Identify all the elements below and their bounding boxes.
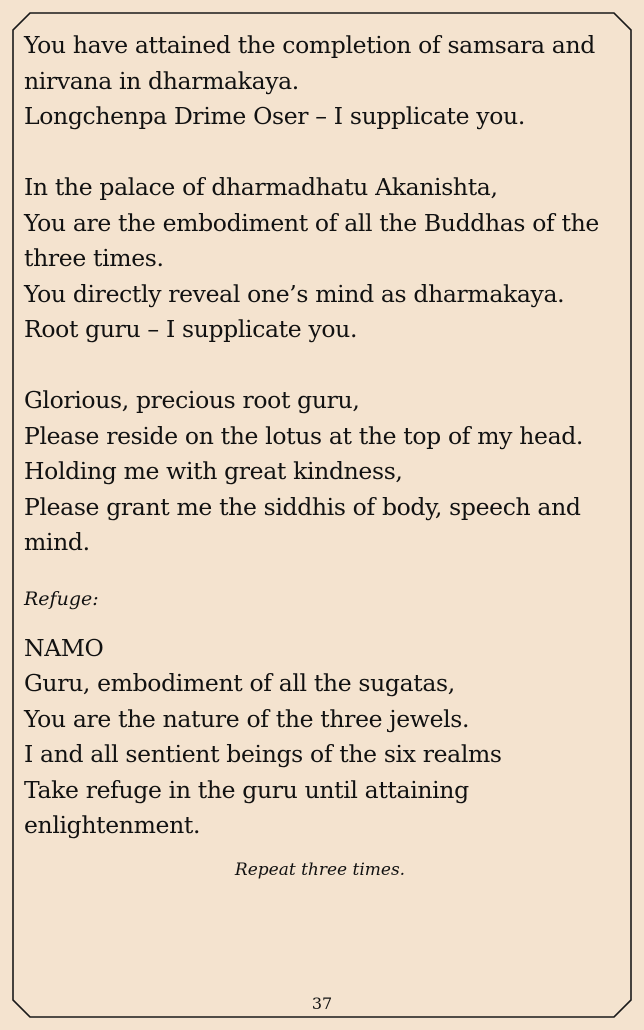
verse-line: NAMO: [24, 633, 104, 662]
verse-line: three times.: [24, 244, 164, 272]
refuge-label: Refuge:: [24, 587, 99, 610]
page-number: 37: [311, 994, 333, 1013]
stanza-3: [24, 383, 628, 561]
verse-line: Root guru – I supplicate you.: [24, 315, 358, 343]
verse-line: enlightenment.: [24, 811, 201, 839]
verse-line: nirvana in dharmakaya.: [24, 66, 299, 95]
verse-line: You directly reveal one’s mind as dharmakaya.: [24, 279, 565, 308]
verse-line: Guru, embodiment of all the sugatas,: [24, 669, 455, 697]
verse-line: Glorious, precious root guru,: [24, 386, 360, 414]
stanza-1: [24, 28, 628, 135]
verse-line: Longchenpa Drime Oser – I supplicate you.: [24, 102, 525, 130]
verse-line: I and all sentient beings of the six realms: [24, 740, 502, 768]
repeat-instruction: Repeat three times.: [234, 859, 406, 880]
verse-line: You are the nature of the three jewels.: [24, 704, 470, 733]
verse-line: You are the embodiment of all the Buddhas of the: [24, 208, 599, 237]
verse-line: Take refuge in the guru until attaining: [24, 775, 469, 804]
verse-line: In the palace of dharmadhatu Akanishta,: [24, 173, 498, 201]
verse-line: Holding me with great kindness,: [24, 457, 403, 485]
verse-line: mind.: [24, 528, 90, 556]
verse-line: Please reside on the lotus at the top of my head.: [24, 421, 584, 450]
prayer-text: [24, 28, 628, 880]
refuge-verse: [24, 631, 628, 844]
verse-line: Please grant me the siddhis of body, speech and: [24, 492, 581, 521]
stanza-2: [24, 170, 628, 348]
verse-line: You have attained the completion of samsara and: [24, 31, 595, 59]
